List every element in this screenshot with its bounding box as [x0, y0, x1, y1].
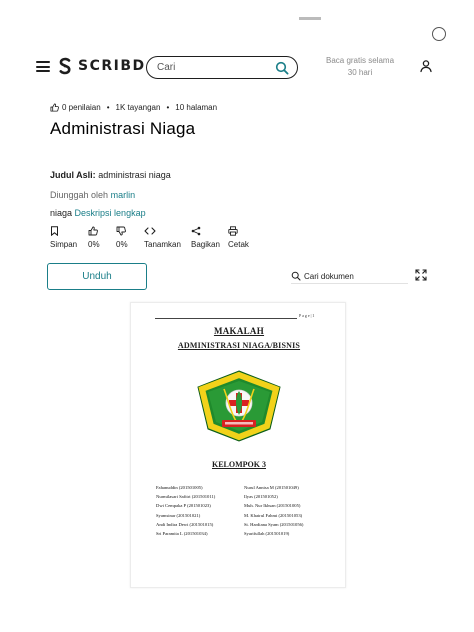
document-search-input[interactable] [304, 272, 404, 281]
site-header [0, 48, 474, 88]
embed-icon [144, 226, 156, 236]
member-name: Syamsinar (201501021) [156, 512, 201, 518]
preview-title: MAKALAH [213, 326, 265, 336]
member-name: Muh. Nur Ikhsan (201501005) [244, 503, 301, 509]
uploader-link[interactable]: marlin [110, 190, 136, 200]
ratings-count: 0 penilaian [62, 103, 101, 112]
page-number: P a g e | 1 [299, 313, 315, 318]
logo-text: SCRIBD [78, 58, 146, 74]
scribd-logo-icon [58, 57, 72, 75]
preview-subtitle: ADMINISTRASI NIAGA/BISNIS [177, 341, 301, 350]
dislike-button[interactable] [116, 226, 144, 249]
meta-separator: • [166, 103, 170, 112]
member-name: Nurul Annisa M (201501049) [244, 485, 299, 490]
save-button[interactable] [50, 226, 88, 249]
share-button[interactable] [191, 226, 228, 249]
description-text: niaga [50, 208, 73, 218]
print-icon [228, 226, 238, 236]
member-name: Sri Paramita L (201501034) [156, 531, 208, 537]
print-label: Cetak [228, 240, 249, 249]
embed-label: Tanamkan [144, 240, 181, 249]
like-button[interactable] [88, 226, 116, 249]
share-icon [191, 226, 201, 236]
uploader-info [50, 190, 135, 200]
print-button[interactable] [228, 226, 258, 249]
save-label: Simpan [50, 240, 78, 249]
document-meta [50, 103, 217, 112]
fullscreen-icon[interactable] [415, 269, 427, 281]
thumbs-up-icon [50, 103, 59, 112]
read-free-line2: 30 hari [347, 68, 373, 77]
document-title: Administrasi Niaga [50, 119, 196, 138]
top-status-mark [299, 17, 321, 20]
read-free-promo[interactable] [320, 55, 400, 79]
download-button[interactable]: Unduh [47, 263, 147, 290]
read-free-line1: Baca gratis selama [325, 56, 395, 65]
uploaded-by-label: Diunggah oleh [50, 190, 109, 200]
full-description-link[interactable]: Deskripsi lengkap [74, 208, 146, 218]
member-name: M. Khairul Fahmi (201501053) [244, 512, 303, 518]
description [50, 208, 146, 218]
members-right-column [244, 483, 303, 538]
search-bar[interactable] [146, 56, 298, 79]
original-title-label: Judul Asli: [50, 170, 96, 180]
group-name: KELOMPOK 3 [212, 460, 266, 469]
member-name: Syarifullah (201501019) [244, 531, 290, 537]
dislike-percent: 0% [116, 240, 128, 249]
scribd-logo[interactable] [58, 57, 146, 75]
user-icon[interactable] [419, 59, 433, 73]
meta-separator: • [106, 103, 110, 112]
member-name: Andi Indira Dewi (201501015) [156, 521, 214, 527]
top-circle-indicator[interactable] [432, 27, 446, 41]
institution-emblem-icon [192, 369, 286, 443]
member-name: St. Hardiana Syam (201501056) [244, 521, 304, 527]
bookmark-icon [50, 226, 59, 236]
pages-count: 10 halaman [175, 103, 218, 112]
views-count: 1K tayangan [115, 103, 161, 112]
original-title [50, 170, 171, 180]
member-name: Ilyas (201501052) [244, 494, 278, 500]
document-search[interactable] [291, 269, 408, 284]
thumbs-down-icon [116, 226, 126, 236]
search-icon [291, 271, 301, 281]
members-left-column [156, 483, 215, 538]
page-header-rule [155, 318, 297, 319]
document-actions [50, 226, 258, 249]
member-name: Nurmilasari Safitri (201501011) [156, 494, 216, 500]
member-name: Fahanuddin (201501005) [156, 485, 203, 490]
like-percent: 0% [88, 240, 100, 249]
embed-button[interactable] [144, 226, 191, 249]
document-preview-page[interactable] [130, 302, 346, 588]
search-icon[interactable] [275, 61, 289, 75]
thumbs-up-icon [88, 226, 98, 236]
member-name: Dwi Cempaka P (201501023) [156, 503, 211, 509]
original-title-value: administrasi niaga [98, 170, 171, 180]
search-input[interactable] [157, 62, 267, 73]
share-label: Bagikan [191, 240, 220, 249]
menu-icon[interactable] [36, 61, 50, 72]
